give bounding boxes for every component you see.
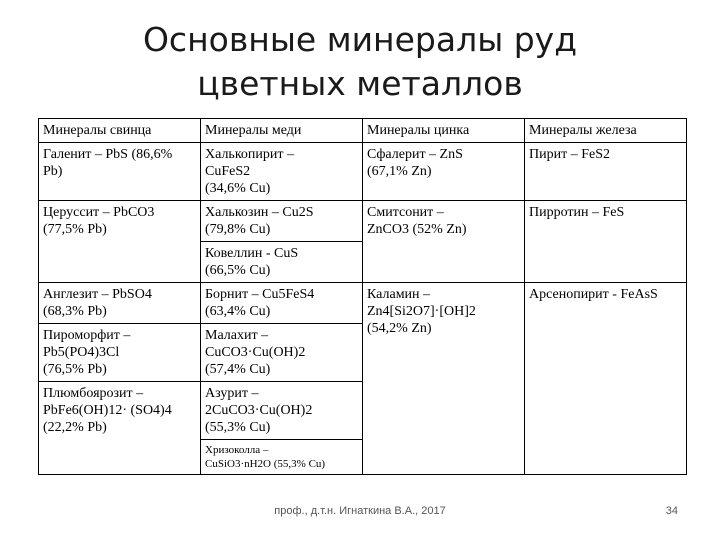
zinc-cell-calamine: [363, 283, 525, 475]
mineral-formula: ZnCO3 (52% Zn): [367, 222, 467, 237]
lead-cell-cerussite: [39, 201, 201, 283]
header-zinc: Минералы цинка: [363, 119, 525, 143]
mineral-extra: (54,2% Zn): [367, 321, 432, 336]
table-row: [39, 283, 687, 324]
mineral-extra: (67,1% Zn): [367, 164, 432, 179]
mineral-name: Малахит –: [205, 328, 269, 343]
zinc-cell-sphalerite: [363, 143, 525, 201]
mineral-extra: (76,5% Pb): [43, 362, 107, 377]
copper-cell-malachite: [201, 324, 363, 382]
mineral-extra: (79,8% Cu): [205, 222, 271, 237]
mineral-formula: CuSiO3·nH2O (55,3% Cu): [205, 458, 326, 470]
mineral-extra: (77,5% Pb): [43, 222, 107, 237]
mineral-extra: (55,3% Cu): [205, 420, 271, 435]
mineral-name: Галенит – PbS (86,6%: [43, 147, 173, 162]
table-row: [39, 201, 687, 242]
header-iron: Минералы железа: [525, 119, 687, 143]
mineral-name: Ковеллин - CuS: [205, 246, 299, 261]
zinc-cell-smithsonite: [363, 201, 525, 283]
mineral-formula: CuCO3·Cu(OH)2: [205, 345, 306, 360]
mineral-extra: (34,6% Cu): [205, 181, 271, 196]
mineral-name: Церуссит – PbCO3: [43, 205, 155, 220]
lead-cell-galena: [39, 143, 201, 201]
mineral-formula: CuFeS2: [205, 164, 251, 179]
lead-cell-pyromorphite: [39, 324, 201, 382]
mineral-extra: (68,3% Pb): [43, 304, 107, 319]
mineral-extra: (57,4% Cu): [205, 362, 271, 377]
table-row: [39, 143, 687, 201]
page-number: 34: [665, 505, 678, 517]
mineral-formula: Pb5(PO4)3Cl: [43, 345, 120, 360]
mineral-name: Азурит –: [205, 386, 259, 401]
mineral-name: Смитсонит –: [367, 205, 444, 220]
mineral-extra: (22,2% Pb): [43, 420, 107, 435]
mineral-extra: (66,5% Cu): [205, 263, 271, 278]
mineral-extra: Pb): [43, 164, 63, 179]
mineral-name: Англезит – PbSO4: [43, 287, 152, 302]
mineral-formula: Zn4[Si2O7]·[OH]2: [367, 304, 476, 319]
slide-title-line-2: цветных металлов: [197, 64, 523, 103]
copper-cell-azurite: [201, 382, 363, 440]
iron-cell-pyrite: [525, 143, 687, 201]
header-lead: Минералы свинца: [39, 119, 201, 143]
minerals-table: [38, 118, 687, 475]
copper-cell-chrysocolla: [201, 440, 363, 475]
copper-cell-chalcocite: [201, 201, 363, 242]
mineral-name: Хризоколла –: [205, 444, 269, 456]
mineral-name: Борнит – Cu5FeS4: [205, 287, 315, 302]
copper-cell-bornite: [201, 283, 363, 324]
iron-cell-pyrrhotite: [525, 201, 687, 283]
mineral-name: Пирит – FeS2: [529, 147, 610, 162]
copper-cell-chalcopyrite: [201, 143, 363, 201]
footer-author: проф., д.т.н. Игнаткина В.А., 2017: [274, 505, 446, 517]
copper-cell-covellite: [201, 242, 363, 283]
iron-cell-arsenopyrite: [525, 283, 687, 475]
mineral-name: Пирротин – FeS: [529, 205, 625, 220]
mineral-name: Плюмбоярозит –: [43, 386, 144, 401]
header-copper: Минералы меди: [201, 119, 363, 143]
mineral-formula: 2CuCO3·Cu(OH)2: [205, 403, 313, 418]
lead-cell-anglesite: [39, 283, 201, 324]
mineral-formula: PbFe6(OH)12· (SO4)4: [43, 403, 172, 418]
mineral-name: Сфалерит – ZnS: [367, 147, 463, 162]
mineral-name: Халькозин – Cu2S: [205, 205, 314, 220]
lead-cell-plumbojarosite: [39, 382, 201, 475]
mineral-name: Каламин –: [367, 287, 431, 302]
mineral-name: Халькопирит –: [205, 147, 295, 162]
slide-title-line-1: Основные минералы руд: [142, 20, 578, 59]
slide-title: [90, 18, 630, 106]
mineral-name: Арсенопирит - FeAsS: [529, 287, 658, 302]
header-row: [39, 119, 687, 143]
mineral-name: Пироморфит –: [43, 328, 131, 343]
mineral-extra: (63,4% Cu): [205, 304, 271, 319]
